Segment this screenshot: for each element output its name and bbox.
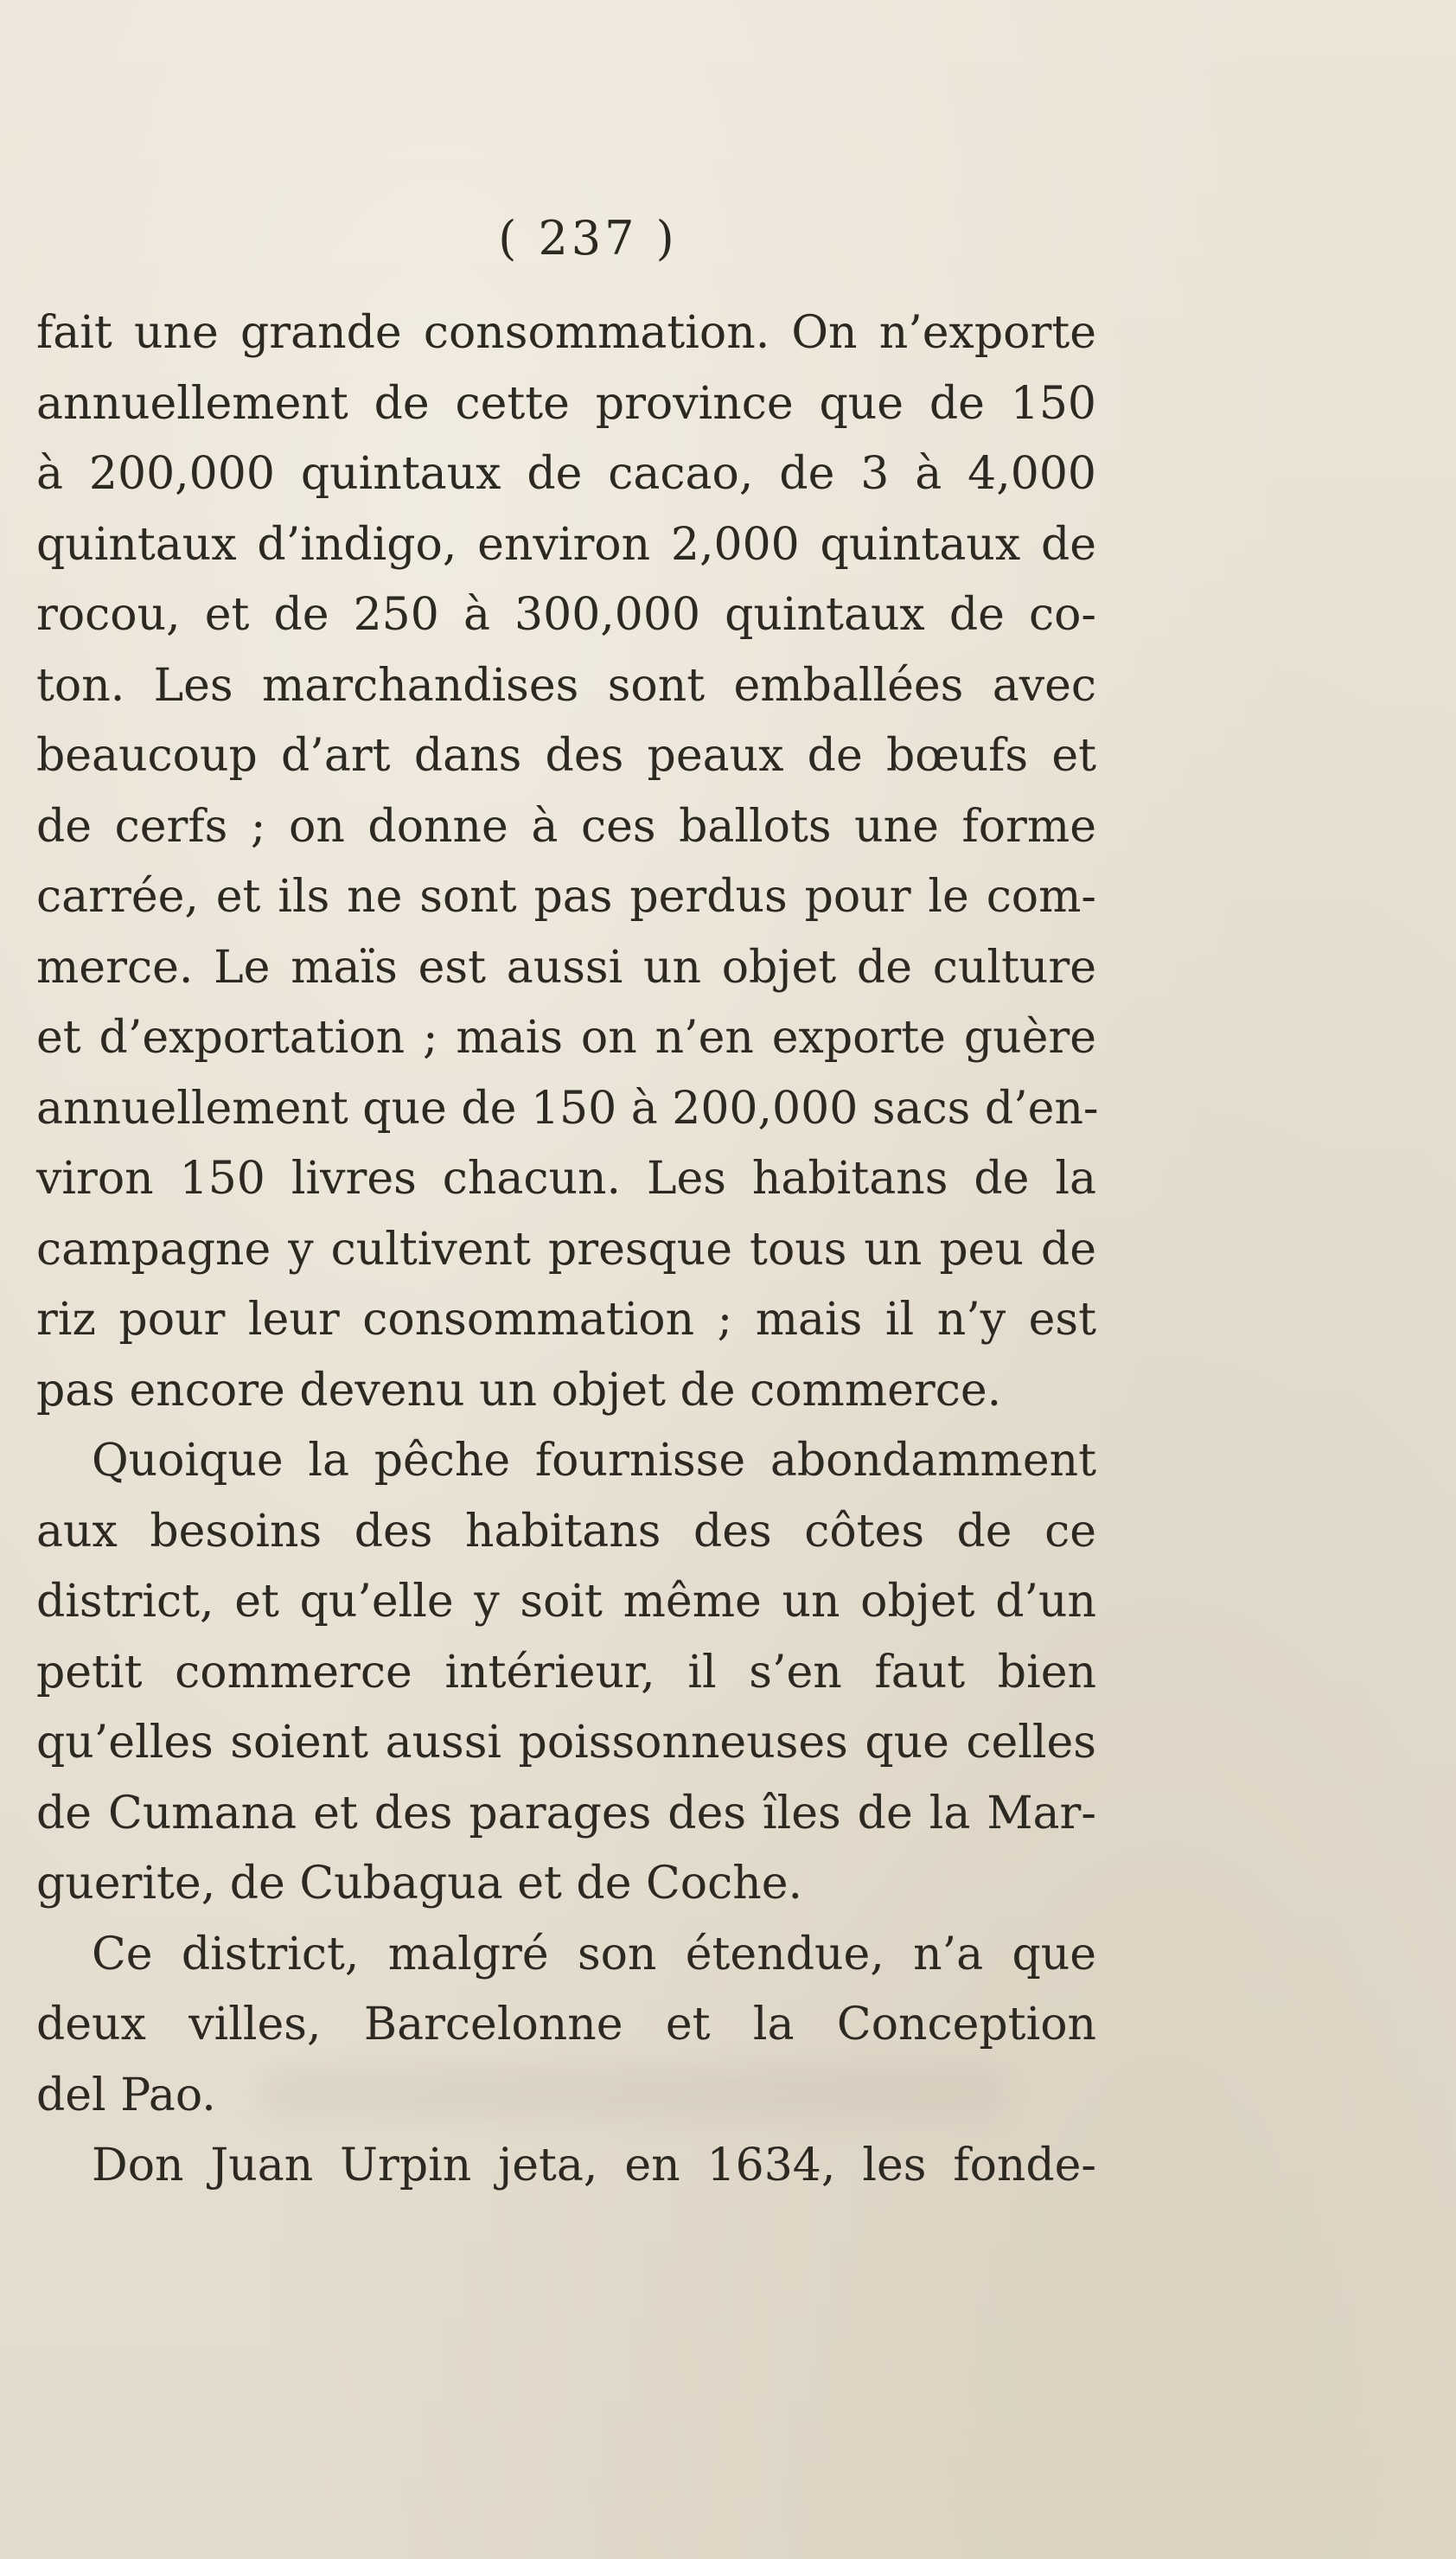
text-line: fait une grande consommation. On n’exporte <box>36 307 1096 359</box>
text-line: de Cumana et des parages des îles de la Mar- <box>36 1787 1096 1839</box>
paragraph <box>36 2131 1096 2202</box>
text-line: et d’exportation ; mais on n’en exporte guère <box>36 1012 1096 1064</box>
text-line: petit commerce intérieur, il s’en faut bien <box>36 1646 1096 1699</box>
text-line: quintaux d’indigo, environ 2,000 quintaux de <box>36 518 1096 571</box>
paragraph <box>36 298 1099 1426</box>
page-number: ( 237 ) <box>498 211 678 265</box>
text-line: annuellement que de 150 à 200,000 sacs d’en- <box>36 1082 1099 1135</box>
text-line: deux villes, Barcelonne et la Conception <box>36 1999 1096 2050</box>
text-line: guerite, de Cubagua et de Coche. <box>36 1858 803 1910</box>
paragraph <box>36 1920 1096 2132</box>
text-line: carrée, et ils ne sont pas perdus pour le com- <box>36 871 1096 923</box>
text-line: beaucoup d’art dans des peaux de bœufs et <box>36 730 1096 782</box>
text-line: viron 150 livres chacun. Les habitans de la <box>36 1153 1096 1205</box>
text-line: ton. Les marchandises sont emballées avec <box>36 659 1096 712</box>
text-line: riz pour leur consommation ; mais il n’y est <box>36 1294 1096 1346</box>
text-line: annuellement de cette province que de 150 <box>36 377 1096 430</box>
body-text <box>36 298 1099 2202</box>
paragraph <box>36 1426 1096 1920</box>
text-line: aux besoins des habitans des côtes de ce <box>36 1505 1096 1558</box>
text-line: rocou, et de 250 à 300,000 quintaux de co- <box>36 589 1096 641</box>
text-line: merce. Le maïs est aussi un objet de culture <box>36 941 1096 994</box>
text-line: campagne y cultivent presque tous un peu de <box>36 1223 1096 1276</box>
text-line: Don Juan Urpin jeta, en 1634, les fonde- <box>92 2140 1096 2191</box>
text-line: pas encore devenu un objet de commerce. <box>36 1364 1002 1417</box>
text-line: district, et qu’elle y soit même un objet d’un <box>36 1576 1096 1628</box>
text-line: Quoique la pêche fournisse abondamment <box>92 1435 1096 1487</box>
text-line: Ce district, malgré son étendue, n’a que <box>92 1928 1096 1980</box>
text-line: de cerfs ; on donne à ces ballots une forme <box>36 800 1096 853</box>
text-line: à 200,000 quintaux de cacao, de 3 à 4,000 <box>36 448 1096 500</box>
text-line: qu’elles soient aussi poissonneuses que celles <box>36 1717 1096 1769</box>
text-line: del Pao. <box>36 2069 216 2121</box>
